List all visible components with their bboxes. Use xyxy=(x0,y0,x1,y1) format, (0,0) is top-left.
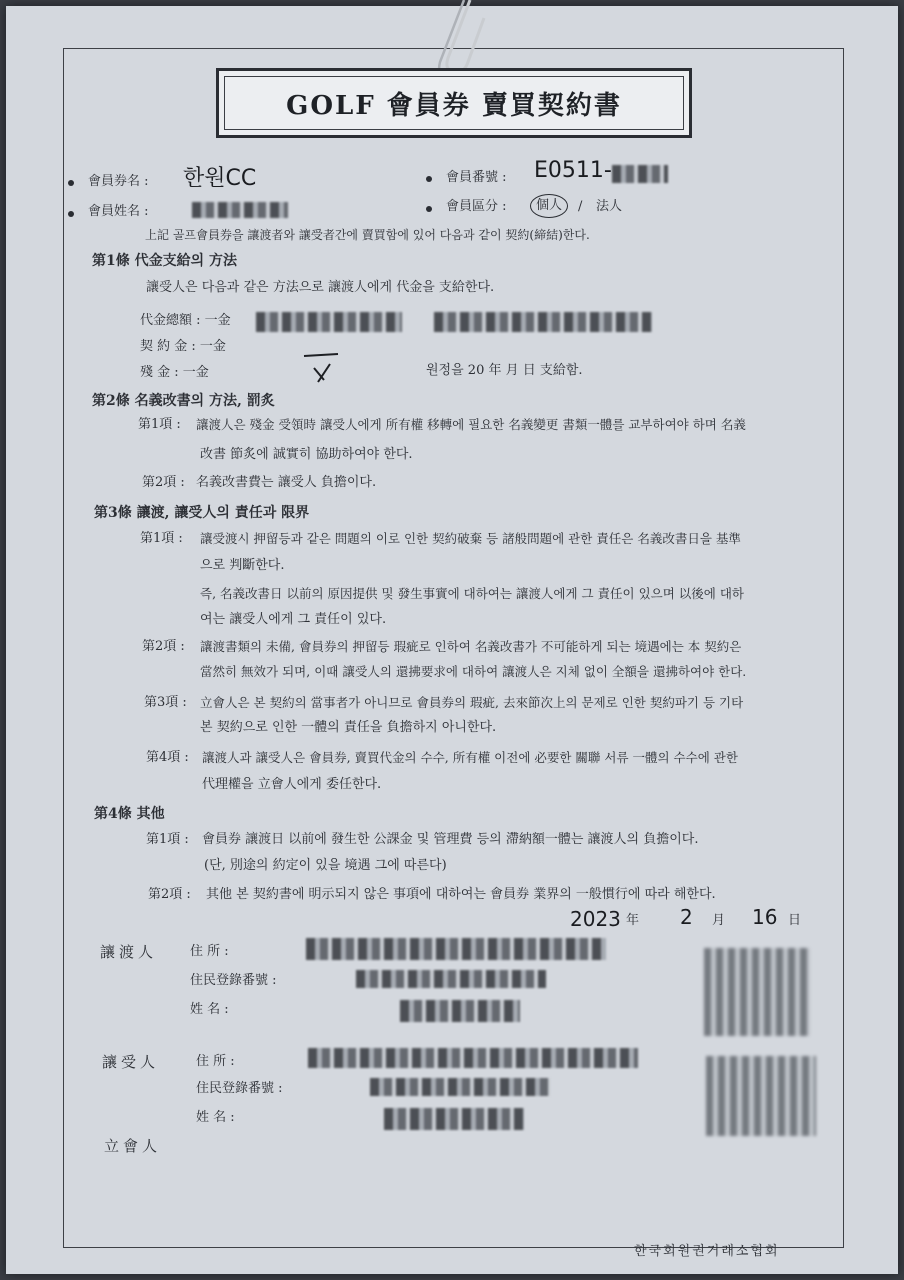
article-2-clause-1-line-2: 改書 節炙에 誠實히 協助하여야 한다. xyxy=(200,447,413,462)
date-year: 2023 xyxy=(570,907,621,931)
buyer-name-label: 姓 名 : xyxy=(196,1110,235,1125)
redacted-buyer-name xyxy=(384,1108,524,1130)
article-3-clause-3-line-2: 본 契約으로 인한 一體의 責任을 負擔하지 아니한다. xyxy=(200,720,497,735)
article-4-clause-1-label: 第1項 : xyxy=(146,832,189,847)
bullet-icon xyxy=(426,176,432,182)
article-2-clause-2-label: 第2項 : xyxy=(142,475,185,490)
article-3-clause-2-label: 第2項 : xyxy=(142,639,185,654)
redacted-seller-reg xyxy=(356,970,546,988)
category-separator: / xyxy=(578,199,583,214)
balance-tail: 원정을 20 年 月 日 支給함. xyxy=(426,363,583,378)
article-4-heading: 第4條 其他 xyxy=(94,806,165,822)
handwritten-mark-icon xyxy=(300,350,346,384)
membership-label: 會員券名 : xyxy=(88,174,149,189)
article-3-clause-1-line-3: 즉, 名義改書日 以前의 原因提供 및 發生事實에 대하여는 讓渡人에게 그 責任이 있으며 以後에 대하 xyxy=(200,586,745,601)
buyer-address-label: 住 所 : xyxy=(196,1054,235,1069)
article-4-clause-1-line-2: (단, 別途의 約定이 있을 境遇 그에 따른다) xyxy=(204,858,447,873)
article-2-clause-2-line-1: 名義改書費는 讓受人 負擔이다. xyxy=(196,475,377,490)
article-2-heading: 第2條 名義改書의 方法, 罰炙 xyxy=(92,393,275,409)
article-3-clause-4-line-2: 代理權을 立會人에게 委任한다. xyxy=(202,777,382,792)
category-personal-circled: 個人 xyxy=(530,194,568,218)
redacted-number xyxy=(612,165,668,183)
article-1-heading: 第1條 代金支給의 方法 xyxy=(92,253,238,269)
balance-label: 殘 金 : 一金 xyxy=(140,365,209,380)
intro-text: 上記 골프會員券을 讓渡者와 讓受者간에 賣買함에 있어 다음과 같이 契約(締結)한다. xyxy=(145,228,590,242)
article-3-clause-2-line-1: 讓渡書類의 未備, 會員券의 押留등 瑕疵로 인하여 名義改書가 不可能하게 되는 境遇에는 本 契約은 xyxy=(200,639,742,654)
buyer-reg-label: 住民登錄番號 : xyxy=(196,1081,283,1096)
date-day: 16 xyxy=(752,905,778,929)
article-4-clause-1-line-1: 會員券 讓渡日 以前에 發生한 公課金 및 管理費 등의 滯納額一體는 讓渡人의 負擔이다. xyxy=(202,832,699,847)
redacted-seller-name xyxy=(400,1000,520,1022)
article-2-clause-1-line-1: 讓渡人은 殘金 受領時 讓受人에게 所有權 移轉에 필요한 名義變更 書類一體를 교부하여야 하며 名義 xyxy=(196,417,746,432)
contract-amount-label: 契 約 金 : 一金 xyxy=(140,339,226,354)
date-year-unit: 年 xyxy=(626,913,640,928)
date-month-unit: 月 xyxy=(712,913,726,928)
bullet-icon xyxy=(426,206,432,212)
article-3-clause-4-label: 第4項 : xyxy=(146,750,189,765)
number-value: E0511- xyxy=(534,158,612,183)
title-box xyxy=(216,68,692,138)
bullet-icon xyxy=(68,211,74,217)
article-3-clause-1-line-2: 으로 判斷한다. xyxy=(200,558,285,573)
seller-address-label: 住 所 : xyxy=(190,944,229,959)
redacted-seller-address xyxy=(306,938,606,960)
seller-name-label: 姓 名 : xyxy=(190,1002,229,1017)
seller-label: 讓渡人 xyxy=(100,943,158,961)
article-3-clause-2-line-2: 當然히 無效가 되며, 이때 讓受人의 還拂要求에 대하여 讓渡人은 지체 없이 全額을 還拂하여야 한다. xyxy=(200,664,747,679)
redacted-buyer-reg xyxy=(370,1078,550,1096)
total-amount-label: 代金總額 : 一金 xyxy=(140,313,231,328)
article-3-heading: 第3條 讓渡, 讓受人의 責任과 限界 xyxy=(94,505,310,521)
witness-label: 立會人 xyxy=(104,1137,162,1155)
article-3-clause-4-line-1: 讓渡人과 讓受人은 會員券, 賣買代金의 수수, 所有權 이전에 必要한 關聯 서류 一體의 수수에 관한 xyxy=(202,750,738,765)
name-label: 會員姓名 : xyxy=(88,204,149,219)
redacted-buyer-address xyxy=(308,1048,638,1068)
number-label: 會員番號 : xyxy=(446,170,507,185)
category-label: 會員區分 : xyxy=(446,199,507,214)
article-1-text: 讓受人은 다음과 같은 方法으로 讓渡人에게 代金을 支給한다. xyxy=(146,280,495,295)
bullet-icon xyxy=(68,180,74,186)
document-title: GOLF 會員券 賣買契約書 xyxy=(224,76,684,130)
article-4-clause-2-line-1: 其他 본 契約書에 明示되지 않은 事項에 대하여는 會員券 業界의 一般慣行에 따라 해한다. xyxy=(206,887,716,902)
article-3-clause-3-label: 第3項 : xyxy=(144,695,187,710)
article-3-clause-1-label: 第1項 : xyxy=(140,531,183,546)
redacted-buyer-stamp xyxy=(706,1056,816,1136)
article-3-clause-1-line-4: 여는 讓受人에게 그 責任이 있다. xyxy=(200,612,387,627)
redacted-amount-words xyxy=(434,312,652,332)
article-3-clause-3-line-1: 立會人은 본 契約의 當事者가 아니므로 會員券의 瑕疵, 去來節次上의 문제로 인한 契約파기 등 기타 xyxy=(200,695,744,710)
redacted-name xyxy=(192,202,288,218)
buyer-label: 讓受人 xyxy=(102,1053,160,1071)
date-month: 2 xyxy=(680,905,693,929)
date-day-unit: 日 xyxy=(788,913,802,928)
seller-reg-label: 住民登錄番號 : xyxy=(190,973,277,988)
redacted-seller-stamp xyxy=(704,948,810,1036)
article-2-clause-1-label: 第1項 : xyxy=(138,417,181,432)
article-3-clause-1-line-1: 讓受渡시 押留등과 같은 問題의 이로 인한 契約破棄 등 諸般問題에 관한 責任은 名義改書日을 基準 xyxy=(200,531,741,546)
category-corporate: 法人 xyxy=(596,199,623,214)
article-4-clause-2-label: 第2項 : xyxy=(148,887,191,902)
redacted-amount xyxy=(256,312,402,332)
association-footer: 한국회원권거래소협회 xyxy=(634,1244,780,1259)
membership-value: 한원CC xyxy=(183,166,257,191)
